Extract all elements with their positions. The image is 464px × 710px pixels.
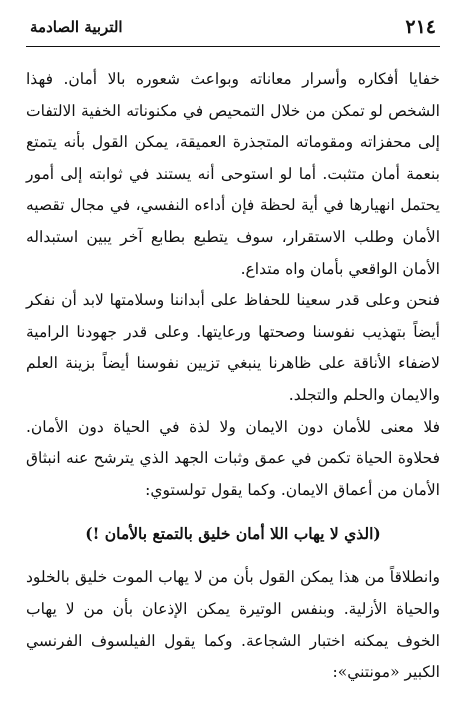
- page-header: [26, 14, 440, 40]
- paragraph: خفايا أفكاره وأسرار معاناته وبواعث شعوره بالا أمان. فهذا الشخص لو تمكن من خلال التمحيص في مكنوناته الخفية الالتفات إلى محفزاته ومقوماته المتجذرة العميقة، يمكن القول بأنه يتمتع بنعمة أمان متثبت. أما لو استوحى أنه يستند في ثوابته إلى أمور يحتمل انهيارها في أية لحظة فإن أداءه النفسي، في مجال تقصيه الأمان وطلب الاستقرار، سوف يتطبع بطابع آخر يبين استبداله الأمان الواقعي بأمان واه متداع.: [26, 70, 440, 278]
- running-title: التربية الصادمة: [30, 18, 123, 36]
- header-rule: [26, 46, 440, 47]
- paragraph: فلا معنى للأمان دون الايمان ولا لذة في الحياة دون الأمان. فحلاوة الحياة تكمن في عمق وثبات الجهد الذي يترشح عنه انبثاق الأمان من أعماق الايمان. وكما يقول تولستوي:: [26, 417, 440, 499]
- paragraph: وانطلاقاً من هذا يمكن القول بأن من لا يهاب الموت خليق بالخلود والحياة الأزلية. وبنفس الوتيرة يمكن الإذعان بأن من لا يهاب الخوف يمكنه اختبار الشجاعة. وكما يقول الفيلسوف الفرنسي الكبير «مونتني»:: [26, 568, 440, 682]
- page-number: ٢١٤: [405, 16, 436, 38]
- book-page: [26, 14, 440, 698]
- body-text: [26, 64, 440, 689]
- paragraph: فنحن وعلى قدر سعينا للحفاظ على أبداننا وسلامتها لابد أن نفكر أيضاً بتهذيب نفوسنا وصحتها ورعايتها. وعلى قدر جهودنا الرامية لاضفاء الأناقة على ظاهرنا ينبغي تزيين نفوسنا أيضاً بزينة العلم والايمان والحلم والتجلد.: [26, 291, 440, 404]
- block-quote: (الذي لا يهاب اللا أمان خليق بالتمتع بالأمان !): [85, 524, 381, 544]
